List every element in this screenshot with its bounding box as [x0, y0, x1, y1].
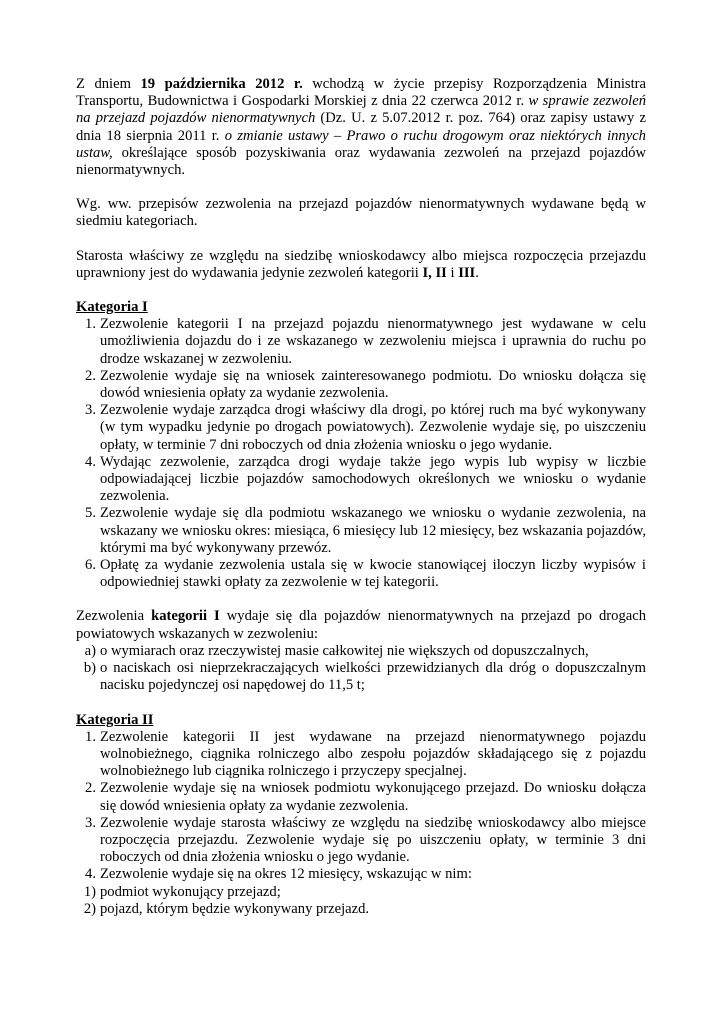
category-2-permit-contents-list [76, 884, 646, 918]
effective-date: 19 października 2012 r. [140, 76, 303, 92]
intro-paragraph-1: Z dniem 19 października 2012 r. wchodzą w życie przepisy Rozporządzenia Ministra Transportu, Budownictwa i Gospodarki Morskiej z dnia 22 czerwca 2012 r. w sprawie zezwoleń na przejazd pojazdów nienormatywnych (Dz. U. z 5.07.2012 r. poz. 764) oraz zapisy ustawy z dnia 18 sierpnia 2011 r. o zmianie ustawy – Prawo o ruchu drogowym oraz niektórych innych ustaw, określające sposób pozyskiwania oraz wydawania zezwoleń na przejazd pojazdów nienormatywnych. [76, 76, 646, 179]
intro-paragraph-2: Wg. ww. przepisów zezwolenia na przejazd pojazdów nienormatywnych wydawane będą w siedmiu kategoriach. [76, 196, 646, 230]
document-page [76, 76, 646, 918]
list-item: 1) podmiot wykonujący przejazd; [83, 883, 281, 900]
category-2-list [76, 729, 646, 884]
list-item: 3. Zezwolenie wydaje starosta właściwy ze względu na siedzibę wnioskodawcy albo miejsce rozpoczęcia przejazdu. Zezwolenie wydaje się po uiszczeniu opłaty, w terminie 3 dni roboczych od dnia złożenia wniosku o jego wydanie. [85, 814, 646, 866]
list-item: 4. Zezwolenie wydaje się na okres 12 miesięcy, wskazując w nim: [85, 866, 472, 883]
list-item: 1. Zezwolenie kategorii I na przejazd pojazdu nienormatywnego jest wydawane w celu umożliwienia dojazdu do i ze wskazanego w zezwoleniu miejsca i uprawnia do ruchu po drodze wskazanej w zezwoleniu. [85, 316, 646, 367]
list-item: 2. Zezwolenie wydaje się na wniosek zainteresowanego podmiotu. Do wniosku dołącza się dowód wniesienia opłaty za wydanie zezwolenia. [85, 367, 646, 402]
list-item: a) o wymiarach oraz rzeczywistej masie całkowitej nie większych od dopuszczalnych, [84, 642, 589, 659]
intro-paragraph-3: Starosta właściwy ze względu na siedzibę wnioskodawcy albo miejsca rozpoczęcia przejazdu uprawniony jest do wydawania jedynie zezwoleń kategorii I, II i III. [76, 247, 646, 281]
category-1-scope-paragraph: Zezwolenia kategorii I wydaje się dla pojazdów nienormatywnych na przejazd po drogach powiatowych wskazanych w zezwoleniu: [76, 608, 646, 642]
list-item: b) o naciskach osi nieprzekraczających wielkości przewidzianych dla dróg o dopuszczalnym nacisku pojedynczej osi napędowej do 11,5 t; [83, 660, 646, 694]
list-item: 6. Opłatę za wydanie zezwolenia ustala się w kwocie stanowiącej iloczyn liczby wypisów i odpowiedniej stawki opłaty za zezwolenie w tej kategorii. [85, 557, 646, 591]
act-title: o zmianie ustawy – Prawo o ruchu drogowym oraz niektórych innych ustaw, [76, 127, 646, 161]
category-2-heading: Kategoria II [76, 711, 154, 728]
regulation-title: w sprawie zezwoleń na przejazd pojazdów nienormatywnych [76, 93, 646, 127]
list-item: 1. Zezwolenie kategorii II jest wydawane na przejazd nienormatywnego pojazdu wolnobieżnego, ciągnika rolniczego albo zespołu pojazdów składającego się z pojazdu wolnobieżnego lub ciągnika rolniczego i przyczepy specjalnej. [85, 728, 646, 780]
list-item: 2) pojazd, którym będzie wykonywany przejazd. [83, 900, 370, 917]
list-item: 3. Zezwolenie wydaje zarządca drogi właściwy dla drogi, po której ruch ma być wykonywany (w tym wypadku jedynie po drogach powiatowych). Zezwolenie wydaje się, po uiszczeniu opłaty, w terminie 7 dni roboczych od dnia złożenia wniosku o jego wydanie. [85, 402, 646, 453]
list-item: 5. Zezwolenie wydaje się dla podmiotu wskazanego we wniosku o wydanie zezwolenia, na wskazany we wniosku okres: miesiąca, 6 miesięcy lub 12 miesięcy, bez wskazania pojazdów, którymi ma być wykonywany przewóz. [85, 505, 646, 556]
list-item: 4. Wydając zezwolenie, zarządca drogi wydaje także jego wypis lub wypisy w liczbie odpowiadającej liczbie pojazdów samochodowych określonych we wniosku o wydanie zezwolenia. [85, 453, 646, 505]
category-1-list [76, 316, 646, 591]
list-item: 2. Zezwolenie wydaje się na wniosek podmiotu wykonującego przejazd. Do wniosku dołącza się dowód wniesienia opłaty za wydanie zezwolenia. [85, 780, 646, 814]
category-1-heading: Kategoria I [76, 299, 148, 316]
category-1-conditions-list [76, 643, 646, 695]
